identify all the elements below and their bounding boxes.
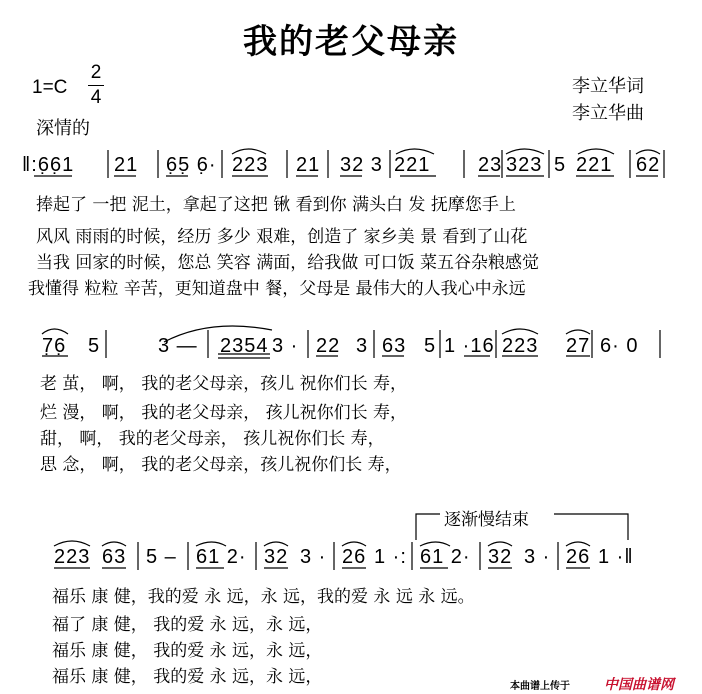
note-group: 22 bbox=[316, 335, 341, 357]
note-group: 223 bbox=[232, 154, 269, 176]
note-group: 1 ·‖ bbox=[598, 546, 634, 568]
ending-verse-2: 福了 康 健， 我的爱 永 远，永 远， bbox=[52, 615, 323, 635]
time-signature-divider bbox=[88, 85, 104, 86]
note-group: 61 2· bbox=[196, 546, 247, 568]
time-signature-top: 2 bbox=[90, 62, 102, 83]
note-group: 3 bbox=[356, 335, 369, 357]
note-group: 26 bbox=[342, 546, 367, 568]
note-group: 5 – bbox=[146, 546, 177, 568]
note-group: 23 bbox=[478, 154, 503, 176]
time-signature bbox=[88, 62, 104, 109]
chorus-verse-3: 甜， 啊， 我的老父母亲， 孩儿祝你们长 寿， bbox=[40, 429, 385, 449]
chorus-verse-1: 老 茧， 啊， 我的老父母亲，孩儿 祝你们长 寿， bbox=[40, 374, 408, 394]
note-group: 32 3 bbox=[340, 154, 383, 176]
note-group: 62 bbox=[636, 154, 661, 176]
note-group: 63 bbox=[102, 546, 127, 568]
note-group: 61 2· bbox=[420, 546, 471, 568]
note-group: ‖:6̣6̣1 bbox=[22, 154, 75, 176]
note-group: 5 bbox=[88, 335, 101, 357]
key-signature: 1=C bbox=[32, 77, 68, 98]
note-group: 21 bbox=[114, 154, 139, 176]
lyric-verse-2: 风风 雨雨的时候，经历 多少 艰难，创造了 家乡美 景 看到了山花 bbox=[36, 227, 528, 247]
ending-verse-4: 福乐 康 健， 我的爱 永 远，永 远， bbox=[52, 667, 323, 687]
note-group: 63 bbox=[382, 335, 407, 357]
note-group: 21 bbox=[296, 154, 321, 176]
ending-verse-1: 福乐 康 健，我的爱 永 远，永 远，我的爱 永 远 永 远。 bbox=[52, 587, 475, 607]
note-group: 3 · bbox=[272, 335, 299, 357]
note-group: 5 bbox=[424, 335, 437, 357]
note-group: 5 bbox=[554, 154, 567, 176]
note-group: 223 bbox=[502, 335, 539, 357]
note-group: 32 bbox=[264, 546, 289, 568]
lyric-verse-4: 我懂得 粒粒 辛苦，更知道盘中 餐，父母是 最伟大的人我心中永远 bbox=[28, 279, 526, 299]
note-group: 32 bbox=[488, 546, 513, 568]
note-group: 27 bbox=[566, 335, 591, 357]
page-title: 我的老父母亲 bbox=[243, 22, 459, 62]
note-group: 26 bbox=[566, 546, 591, 568]
chorus-verse-2: 烂 漫， 啊， 我的老父母亲， 孩儿祝你们长 寿， bbox=[40, 403, 408, 423]
note-group: 2354 bbox=[220, 335, 269, 357]
time-signature-bottom: 4 bbox=[90, 87, 102, 108]
lyric-verse-3: 当我 回家的时候，您总 笑容 满面，给我做 可口饭 菜五谷杂粮感觉 bbox=[36, 253, 540, 273]
note-group: 3 — bbox=[158, 335, 198, 357]
ending-verse-3: 福乐 康 健， 我的爱 永 远，永 远， bbox=[52, 641, 323, 661]
tempo-annotation: 逐渐慢结束 bbox=[444, 510, 529, 530]
note-group: 7̣6̣ bbox=[42, 335, 67, 357]
note-group: 221 bbox=[576, 154, 613, 176]
note-group: 3 · bbox=[524, 546, 551, 568]
note-group: 6̣5̣ 6̣· bbox=[166, 154, 217, 176]
note-group: 323 bbox=[506, 154, 543, 176]
upload-note: 本曲谱上传于 bbox=[510, 681, 570, 692]
note-group: 223 bbox=[54, 546, 91, 568]
note-group: 6· 0 bbox=[600, 335, 639, 357]
expression-mark: 深情的 bbox=[36, 118, 90, 139]
lyricist-credit: 李立华词 bbox=[572, 76, 644, 97]
note-group: 1 ·16 bbox=[444, 335, 495, 357]
site-logo: 中国曲谱网 bbox=[604, 677, 674, 693]
note-group: 221 bbox=[394, 154, 431, 176]
composer-credit: 李立华曲 bbox=[572, 103, 644, 124]
note-group: 1 ·: bbox=[374, 546, 407, 568]
lyric-verse-1: 捧起了 一把 泥土，拿起了这把 锹 看到你 满头白 发 抚摩您手上 bbox=[36, 195, 516, 215]
chorus-verse-4: 思 念， 啊， 我的老父母亲，孩儿祝你们长 寿， bbox=[40, 455, 402, 475]
note-group: 3 · bbox=[300, 546, 327, 568]
